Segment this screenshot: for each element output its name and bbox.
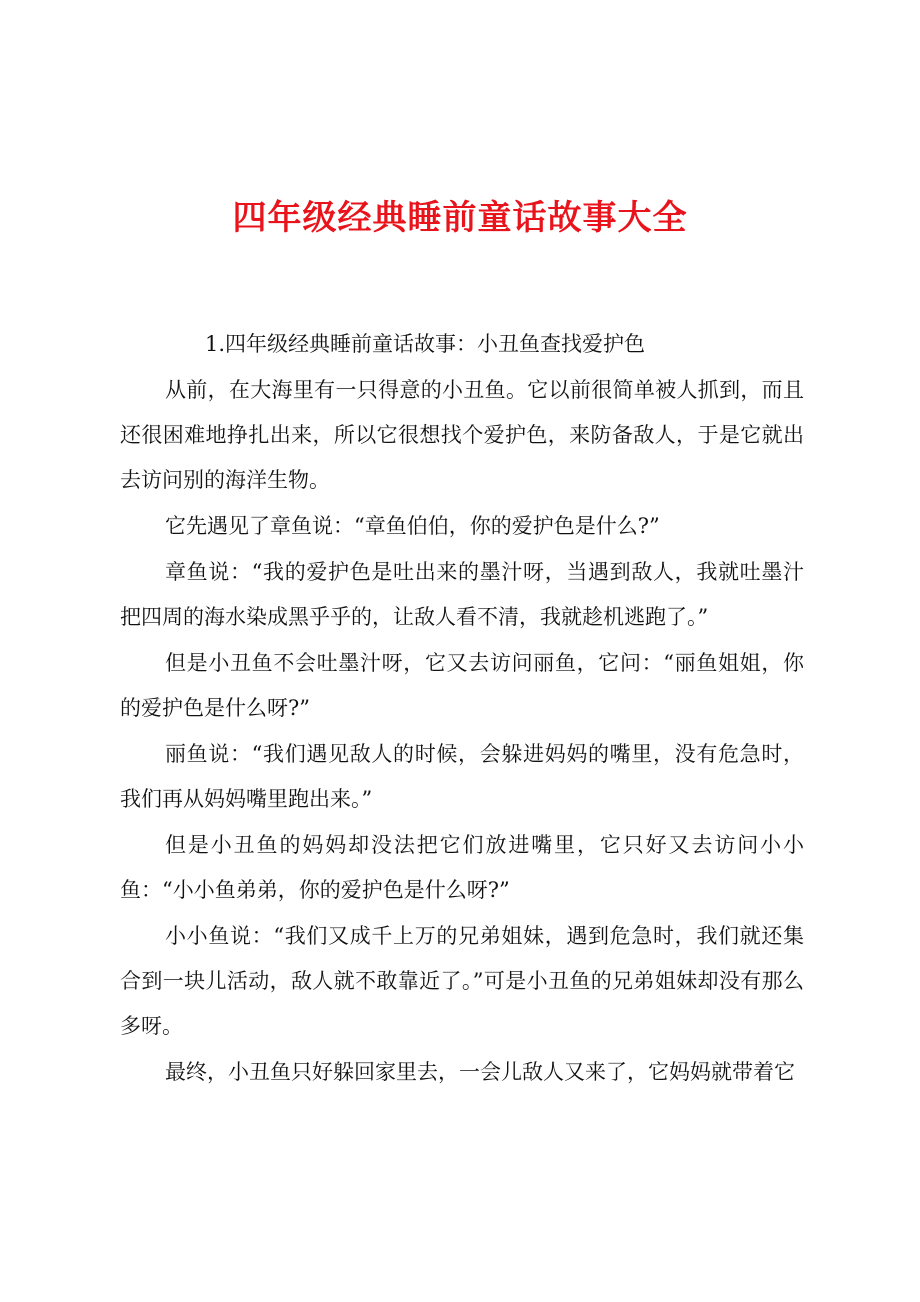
paragraph-8: 最终，小丑鱼只好躲回家里去，一会儿敌人又来了，它妈妈就带着它: [165, 1060, 795, 1084]
paragraph-3: 章鱼说：“我的爱护色是吐出来的墨汁呀，当遇到敌人，我就吐墨汁把四周的海水染成黑乎乎的，让敌人看不清，我就趁机逃跑了。”: [120, 560, 804, 629]
section-heading: 1.四年级经典睡前童话故事：小丑鱼查找爱护色: [205, 332, 646, 356]
paragraph-7: 小小鱼说：“我们又成千上万的兄弟姐妹，遇到危急时，我们就还集合到一块儿活动，敌人就不敢靠近了。”可是小丑鱼的兄弟姐妹却没有那么多呀。: [120, 924, 804, 1038]
document-title: 四年级经典睡前童话故事大全: [232, 198, 688, 238]
document-body: [120, 322, 804, 1095]
paragraph-2: 它先遇见了章鱼说：“章鱼伯伯，你的爱护色是什么?”: [165, 514, 660, 538]
paragraph-5: 丽鱼说：“我们遇见敌人的时候，会躲进妈妈的嘴里，没有危急时，我们再从妈妈嘴里跑出来。”: [120, 742, 804, 811]
paragraph-1: 从前，在大海里有一只得意的小丑鱼。它以前很简单被人抓到，而且还很困难地挣扎出来，所以它很想找个爱护色，来防备敌人，于是它就出去访问别的海洋生物。: [120, 378, 804, 492]
paragraph-4: 但是小丑鱼不会吐墨汁呀，它又去访问丽鱼，它问：“丽鱼姐姐，你的爱护色是什么呀?”: [120, 651, 804, 720]
paragraph-6: 但是小丑鱼的妈妈却没法把它们放进嘴里，它只好又去访问小小鱼：“小小鱼弟弟，你的爱护色是什么呀?”: [120, 833, 804, 902]
